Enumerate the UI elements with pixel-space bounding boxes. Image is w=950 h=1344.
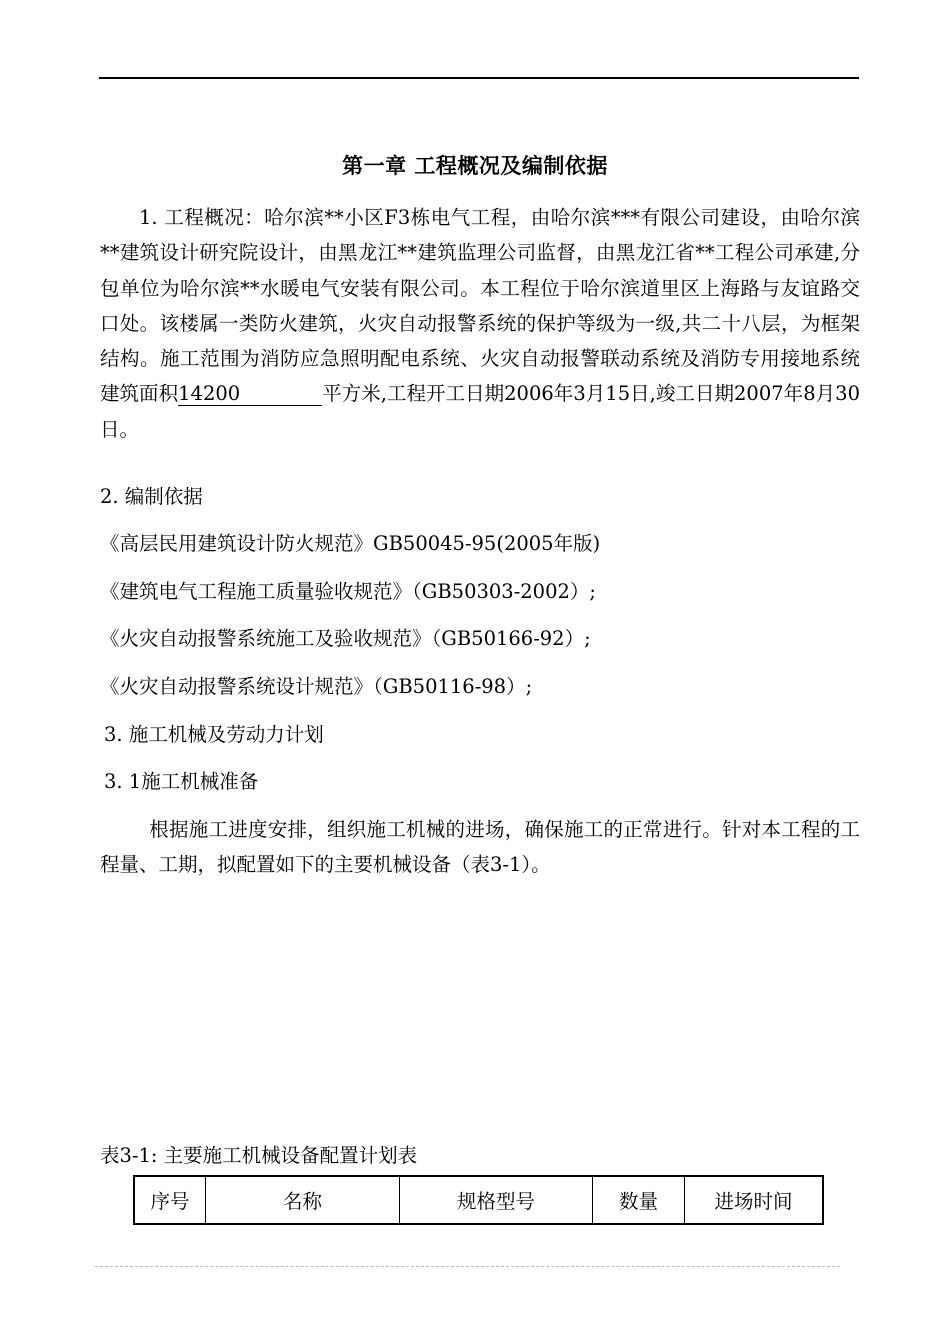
section31-heading: 3. 1施工机械准备 <box>104 770 259 793</box>
basis-heading: 2. 编制依据 <box>100 485 203 508</box>
footer-rule <box>95 1266 840 1267</box>
header-cell-index: 序号 <box>134 1176 206 1224</box>
table-caption: 表3-1: 主要施工机械设备配置计划表 <box>100 1144 418 1167</box>
header-rule <box>99 77 859 79</box>
basis-item-2: 《建筑电气工程施工质量验收规范》（GB50303-2002）; <box>100 580 596 603</box>
machine-paragraph-text: 根据施工进度安排，组织施工机械的进场，确保施工的正常进行。针对本工程的工程量、工期，拟配置如下的主要机械设备（表3-1）。 <box>100 818 860 877</box>
basis-item-4: 《火灾自动报警系统设计规范》（GB50116-98）; <box>100 675 533 698</box>
header-cell-quantity: 数量 <box>593 1176 685 1224</box>
table-header-row <box>134 1176 823 1224</box>
equipment-table <box>133 1175 824 1225</box>
overview-paragraph <box>100 200 860 447</box>
overview-text-before: 1. 工程概况：哈尔滨**小区F3栋电气工程，由哈尔滨***有限公司建设，由哈尔滨**建筑设计研究院设计，由黑龙江**建筑监理公司监督，由黑龙江省**工程公司承建,分包单位为哈尔滨**水暖电气安装有限公司。本工程位于哈尔滨道里区上海路与友谊路交口处。该楼属一类防火建筑，火灾自动报警系统的保护等级为一级,共二十八层，为框架结构。施工范围为消防应急照明配电系统、火灾自动报警联动系统及消防专用接地系统建筑面积 <box>100 206 860 406</box>
header-cell-spec: 规格型号 <box>400 1176 593 1224</box>
section3-heading: 3. 施工机械及劳动力计划 <box>104 723 324 746</box>
header-cell-entry-time: 进场时间 <box>685 1176 824 1224</box>
basis-item-1: 《高层民用建筑设计防火规范》GB50045-95(2005年版) <box>100 532 601 555</box>
chapter-title: 第一章 工程概况及编制依据 <box>342 154 608 178</box>
machine-paragraph <box>100 812 860 883</box>
area-value: 14200 <box>178 383 322 406</box>
basis-item-3: 《火灾自动报警系统施工及验收规范》（GB50166-92）; <box>100 627 591 650</box>
header-cell-name: 名称 <box>206 1176 400 1224</box>
overview-text-after: 平方米,工程开工日期2006年3月15日,竣工日期2007年8月30日。 <box>100 382 860 441</box>
